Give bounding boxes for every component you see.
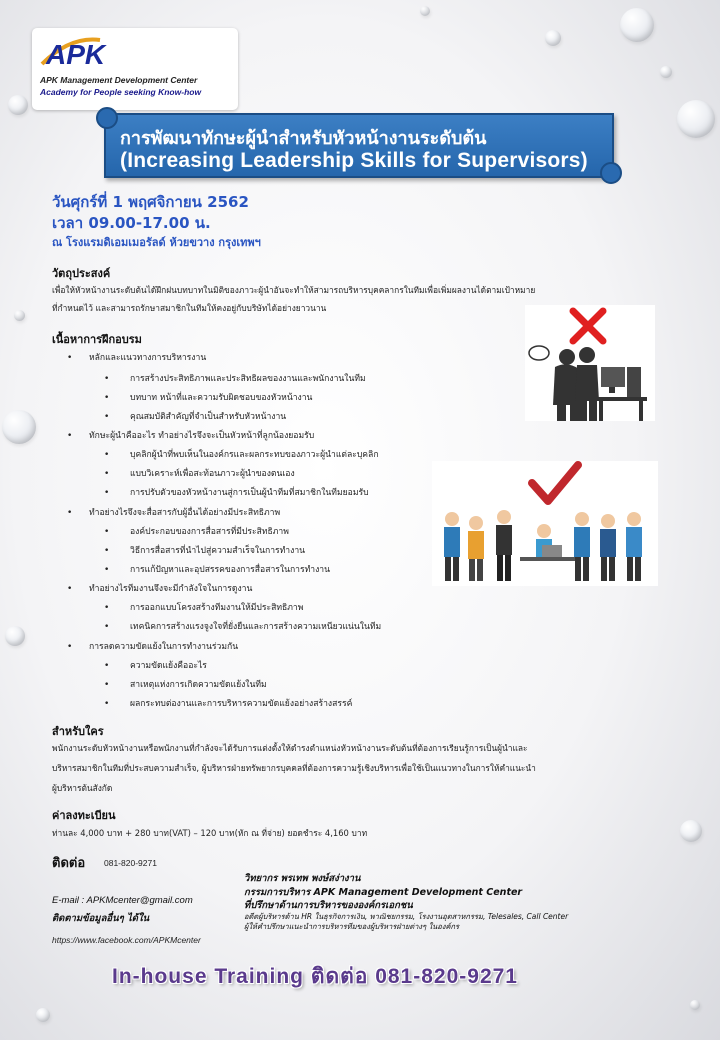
content-heading: เนื้อหาการฝึกอบรม — [52, 333, 142, 346]
bullet: • — [104, 622, 110, 632]
happy-team-illustration — [432, 461, 658, 586]
topic-item — [104, 447, 379, 461]
water-drop — [5, 626, 25, 646]
follow-text: ติดตามข้อมูลอื่นๆ ได้ใน — [52, 913, 150, 924]
event-venue: ณ โรงแรมดิเอมเมอรัลด์ ห้วยขวาง กรุงเทพฯ — [52, 236, 261, 249]
topic-item — [104, 409, 287, 423]
topic-3-item: องค์ประกอบของการสื่อสารที่มีประสิทธิภาพ — [130, 527, 289, 537]
audience-line: พนักงานระดับหัวหน้างานหรือพนักงานที่กำลังจะได้รับการแต่งตั้งให้ดำรงตำแหน่งหัวหน้างานระดับต้นที่ต้องการเรียนรู้การเป็นผู้นำและ — [52, 743, 528, 753]
water-drop — [677, 100, 715, 138]
topic-5-item: ผลกระทบต่องานและการบริหารความขัดแย้งอย่างสร้างสรรค์ — [130, 699, 353, 709]
water-drop — [14, 310, 25, 321]
event-date: วันศุกร์ที่ 1 พฤศจิกายน 2562 — [52, 193, 249, 211]
speaker-role: กรรมการบริหาร APK Management Development Center — [244, 887, 523, 898]
topic-item — [104, 543, 306, 557]
topic-5-title: การลดความขัดแย้งในการทำงานร่วมกัน — [89, 642, 239, 652]
objective-line: เพื่อให้หัวหน้างานระดับต้นได้ฝึกฝนบทบาทในมิติของภาวะผู้นำอันจะทำให้สามารถบริหารบุคคลากรในทีมเพื่อเพิ่มผลงานได้ตามเป้าหมาย — [52, 285, 536, 295]
topic-item — [104, 619, 382, 633]
water-drop — [680, 820, 702, 842]
topic-1-item: บทบาท หน้าที่และความรับผิดชอบของหัวหน้างาน — [130, 393, 313, 403]
bullet: • — [104, 488, 110, 498]
audience-line: บริหารสมาชิกในทีมที่ประสบความสำเร็จ, ผู้บริหารฝ่ายทรัพยากรบุคคลที่ต้องการความรู้เชิงบริหารเพื่อใช้เป็นแนวทางในการให้คำแนะนำ — [52, 763, 536, 773]
speaker-name: วิทยากร พรเทพ พงษ์สง่างาน — [244, 873, 361, 884]
water-drop — [8, 95, 28, 115]
bullet: • — [67, 353, 73, 363]
topic-3-title: ทำอย่างไรจึงจะสื่อสารกับผู้อื่นได้อย่างมีประสิทธิภาพ — [89, 508, 281, 518]
topic-item — [104, 600, 304, 614]
apk-logo — [32, 28, 238, 110]
topic-5-item: สาเหตุแห่งการเกิดความขัดแย้งในทีม — [130, 680, 267, 690]
bullet: • — [104, 699, 110, 709]
bullet: • — [104, 565, 110, 575]
topic-3-item: การแก้ปัญหาและอุปสรรคของการสื่อสารในการทำงาน — [130, 565, 330, 575]
bullet: • — [104, 450, 110, 460]
apk-logo-mark — [40, 34, 120, 70]
topic-title — [67, 428, 315, 442]
facebook-link[interactable]: https://www.facebook.com/APKMcenter — [52, 935, 201, 945]
topic-2-item: บุคลิกผู้นำที่พบเห็นในองค์กรและผลกระทบของภาวะผู้นำแต่ละบุคลิก — [130, 450, 379, 460]
red-cross-icon — [573, 311, 603, 341]
topic-2-item: การปรับตัวของหัวหน้างานสู่การเป็นผู้นำทีมที่สมาชิกในทีมยอมรับ — [130, 488, 369, 498]
topic-2-item: แบบวิเคราะห์เพื่อสะท้อนภาวะผู้นำของตนเอง — [130, 469, 295, 479]
water-drop — [420, 6, 430, 16]
bullet: • — [104, 527, 110, 537]
check-mark-icon — [532, 465, 578, 501]
topic-item — [104, 696, 353, 710]
bullet: • — [67, 642, 73, 652]
water-drop — [2, 410, 36, 444]
contact-label: ติดต่อ — [52, 856, 86, 871]
audience-line: ผู้บริหารต้นสังกัด — [52, 783, 113, 793]
course-title-thai: การพัฒนาทักษะผู้นำสำหรับหัวหน้างานระดับต้น — [120, 128, 487, 149]
topic-item — [104, 562, 330, 576]
contact-email[interactable]: E-mail : APKMcenter@gmail.com — [52, 895, 193, 906]
bullet: • — [104, 393, 110, 403]
objective-heading: วัตถุประสงค์ — [52, 267, 111, 280]
topic-item — [104, 524, 289, 538]
water-drop — [545, 30, 561, 46]
bullet: • — [104, 546, 110, 556]
title-banner — [104, 113, 614, 178]
topic-1-title: หลักและแนวทางการบริหารงาน — [89, 353, 207, 363]
fee-heading: ค่าลงทะเบียน — [52, 809, 116, 822]
topic-1-item: คุณสมบัติสำคัญที่จำเป็นสำหรับหัวหน้างาน — [130, 412, 287, 422]
bullet: • — [67, 508, 73, 518]
topic-4-item: การออกแบบโครงสร้างทีมงานให้มีประสิทธิภาพ — [130, 603, 304, 613]
stressed-supervisor-illustration — [525, 305, 655, 421]
bullet: • — [67, 431, 73, 441]
topic-3-item: วิธีการสื่อสารที่นำไปสู่ความสำเร็จในการทำงาน — [130, 546, 306, 556]
bullet: • — [67, 584, 73, 594]
fee-text: ท่านละ 4,000 บาท + 280 บาท(VAT) – 120 บาท(หัก ณ ที่จ่าย) ยอดชำระ 4,160 บาท — [52, 828, 368, 838]
topic-4-item: เทคนิคการสร้างแรงจูงใจที่ยั่งยืนและการสร้างความเหนียวแน่นในทีม — [130, 622, 382, 632]
topic-2-title: ทักษะผู้นำคืออะไร ทำอย่างไรจึงจะเป็นหัวหน้าที่ลูกน้องยอมรับ — [89, 431, 315, 441]
bullet: • — [104, 374, 110, 384]
topic-item — [104, 390, 313, 404]
topic-title — [67, 505, 281, 519]
bullet: • — [104, 603, 110, 613]
bullet: • — [104, 469, 110, 479]
speaker-bio: ผู้ให้คำปรึกษาแนะนำการบริหารทีมของผู้บริหารฝ่ายต่างๆ ในองค์กร — [244, 922, 460, 931]
topic-title — [67, 639, 239, 653]
topic-title — [67, 350, 207, 364]
logo-company-name: APK Management Development Center — [40, 75, 198, 85]
topic-item — [104, 485, 369, 499]
bullet: • — [104, 412, 110, 422]
event-time: เวลา 09.00-17.00 น. — [52, 214, 211, 232]
logo-mark-text: APK — [46, 39, 106, 70]
topic-title — [67, 581, 253, 595]
topic-item — [104, 677, 267, 691]
water-drop — [660, 66, 672, 78]
bullet: • — [104, 680, 110, 690]
audience-heading: สำหรับใคร — [52, 725, 104, 738]
inhouse-training-footer: In-house Training ติดต่อ 081-820-9271 — [112, 965, 518, 988]
logo-tagline: Academy for People seeking Know-how — [40, 87, 202, 97]
water-drop — [620, 8, 654, 42]
bullet: • — [104, 661, 110, 671]
contact-phone[interactable]: 081-820-9271 — [104, 858, 157, 868]
topic-item — [104, 466, 295, 480]
speaker-role: ที่ปรึกษาด้านการบริหารขององค์กรเอกชน — [244, 900, 413, 911]
water-drop — [36, 1008, 50, 1022]
topic-5-item: ความขัดแย้งคืออะไร — [130, 661, 207, 671]
speaker-bio: อดีตผู้บริหารด้าน HR ในธุรกิจการเงิน, พาณิชยกรรม, โรงงานอุตสาหกรรม, Telesales, Call Center — [244, 912, 569, 921]
water-drop — [690, 1000, 700, 1010]
topic-4-title: ทำอย่างไรทีมงานจึงจะมีกำลังใจในการดูงาน — [89, 584, 253, 594]
topic-1-item: การสร้างประสิทธิภาพและประสิทธิผลของงานและพนักงานในทีม — [130, 374, 366, 384]
topic-item — [104, 371, 366, 385]
objective-line: ที่กำหนดไว้ และสามารถรักษาสมาชิกในทีมให้คงอยู่กับบริษัทได้อย่างยาวนาน — [52, 303, 327, 313]
topic-item — [104, 658, 207, 672]
course-title-english: (Increasing Leadership Skills for Supervisors) — [120, 149, 588, 172]
